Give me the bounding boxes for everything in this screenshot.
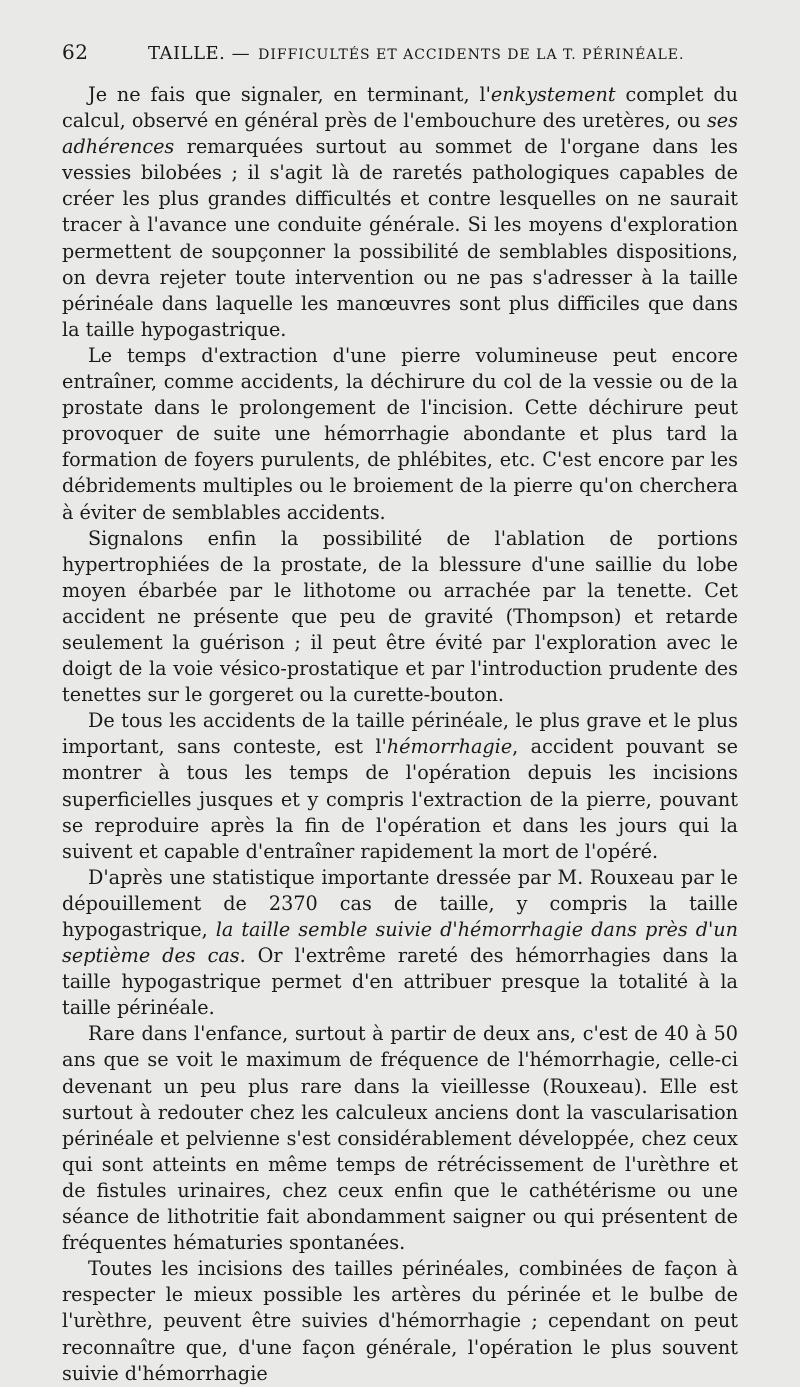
text-run: Le temps d'extraction d'une pierre volumineuse peut encore entraîner, comme accidents, la déchirure du col de la vessie ou de la prostate dans le prolongement de l'incision. Cette déchirure peut provoquer de suite une hémorrhagie abondante et plus tard la formation de foyers purulents, de phlébites, etc. C'est encore par les débridements multiples ou le broiement de la pierre qu'on cherchera à éviter de semblables accidents. — [62, 343, 738, 524]
paragraph — [62, 82, 738, 343]
paragraph — [62, 526, 738, 709]
running-title: TAILLE. — — [148, 43, 251, 64]
italic-text: ses adhérences — [62, 109, 738, 159]
paragraph — [62, 865, 738, 1022]
text-run: De tous les accidents de la taille périnéale, le plus grave et le plus important, sans conteste, est l' — [62, 709, 738, 759]
body-text — [62, 82, 738, 1387]
italic-text: hémorrhagie — [386, 735, 513, 759]
text-run: Je ne fais que signaler, en terminant, l' — [88, 83, 491, 106]
italic-text: la taille semble suivie d'hémorrhagie dans près d'un septième des cas. — [62, 918, 738, 968]
paragraph — [62, 1021, 738, 1256]
text-run: remarquées surtout au sommet de l'organe dans les vessies bilobées ; il s'agit là de raretés pathologiques capables de créer les plus grandes difficultés et contre lesquelles on ne saurait tracer à l'avance une conduite générale. Si les moyens d'exploration permettent de soupçonner la possibilité de semblables dispositions, on devra rejeter toute intervention ou ne pas s'adresser à la taille périnéale dans laquelle les manœuvres sont plus difficiles que dans la taille hypogastrique. — [62, 135, 738, 341]
paragraph — [62, 708, 738, 865]
paragraph — [62, 1256, 738, 1386]
running-header — [62, 40, 738, 76]
text-run: Rare dans l'enfance, surtout à partir de deux ans, c'est de 40 à 50 ans que se voit le maximum de fréquence de l'hémorrhagie, celle-ci devenant un peu plus rare dans la vieillesse (Rouxeau). Elle est surtout à redouter chez les calculeux anciens dont la vascularisation périnéale et pelvienne s'est considérablement développée, chez ceux qui sont atteints en même temps de rétrécissement de l'urèthre et de fistules urinaires, chez ceux enfin que le cathétérisme ou une séance de lithotritie fait abondamment saigner ou qui présentent de fréquentes hématuries spontanées. — [62, 1022, 738, 1255]
text-run: Or l'extrême rareté des hémorrhagies dans la taille hypogastrique permet d'en attribuer presque la totalité à la taille périnéale. — [62, 944, 738, 1020]
text-run: D'après une statistique importante dressée par M. Rouxeau par le dépouillement de 2370 cas de taille, y compris la taille hypogastrique, — [62, 865, 738, 941]
italic-text: enkystement — [490, 83, 616, 106]
text-run: , accident pouvant se montrer à tous les temps de l'opération depuis les incisions superficielles jusques et y compris l'extraction de la pierre, pouvant se reproduire après la fin de l'opération et dans les jours qui la suivent et capable d'entraîner rapidement la mort de l'opéré. — [62, 735, 738, 863]
paragraph — [62, 343, 738, 526]
text-run: Toutes les incisions des tailles périnéales, combinées de façon à respecter le mieux possible les artères du périnée et le bulbe de l'urèthre, peuvent être suivies d'hémorrhagie ; cependant on peut reconnaître que, d'une façon générale, l'opération le plus souvent suivie d'hémorrhagie — [62, 1257, 738, 1385]
text-run: Signalons enfin la possibilité de l'ablation de portions hypertrophiées de la prostate, de la blessure d'une saillie du lobe moyen ébarbée par le lithotome ou arrachée par la tenette. Cet accident ne présente que peu de gravité (Thompson) et retarde seulement la guérison ; il peut être évité par l'exploration avec le doigt de la voie vésico-prostatique et par l'introduction prudente des tenettes sur le gorgeret ou la curette-bouton. — [62, 526, 738, 707]
page-number: 62 — [62, 40, 89, 64]
running-subtitle: DIFFICULTÉS ET ACCIDENTS DE LA T. PÉRINÉALE. — [258, 47, 685, 63]
text-run: complet du calcul, observé en général près de l'embouchure des uretères, ou — [62, 83, 738, 133]
